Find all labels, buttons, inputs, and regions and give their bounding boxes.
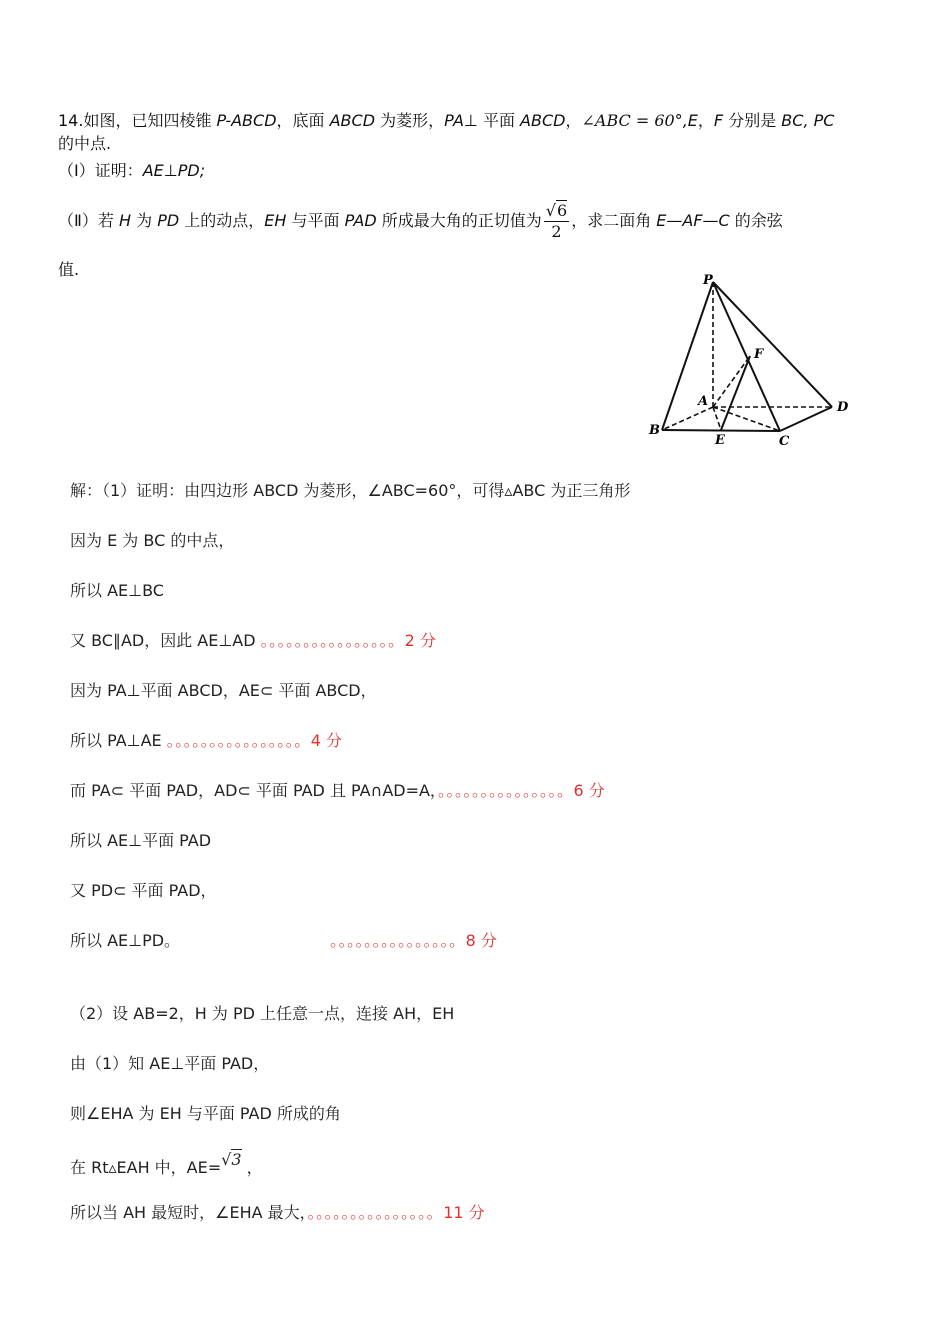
solution-line xyxy=(70,830,211,852)
label-F: F xyxy=(754,347,764,362)
solution-line xyxy=(70,530,234,552)
solution-line xyxy=(70,580,164,602)
score-dots: 。。。。。。。。。。。。。。。 xyxy=(437,781,574,800)
problem-text: 分别是 xyxy=(723,111,782,130)
problem-part-1 xyxy=(58,160,205,182)
solution-text: 则∠EHA 为 EH 与平面 PAD 所成的角 xyxy=(70,1104,341,1123)
solution-line xyxy=(70,1103,341,1125)
problem-text: PD xyxy=(157,211,180,230)
problem-text: ABCD xyxy=(329,111,376,130)
solution-line xyxy=(70,480,630,502)
problem-text: ,E xyxy=(682,111,698,130)
solution-line xyxy=(70,930,497,952)
solution-text: 因为 E 为 BC 的中点， xyxy=(70,531,235,550)
problem-text: ⊥ 平面 xyxy=(463,111,521,130)
label-C: C xyxy=(779,434,790,449)
problem-text: ， xyxy=(697,111,714,130)
score-dots: 。。。。。。。。。。。。。。。。 xyxy=(166,731,311,750)
problem-text: 14.如图，已知四棱锥 xyxy=(58,111,217,130)
edge-PD xyxy=(713,282,832,407)
score-dots: 。。。。。。。。。。。。。。。。 xyxy=(260,631,405,650)
problem-text: 所成最大角的正切值为 xyxy=(376,211,542,230)
problem-text: ，求二面角 xyxy=(571,211,657,230)
problem-part-2-cont xyxy=(58,259,79,281)
label-A: A xyxy=(698,394,709,409)
solution-text: 所以 AE⊥BC xyxy=(70,581,164,600)
problem-text: F xyxy=(713,111,724,130)
problem-text: 为 xyxy=(131,211,158,230)
pyramid-figure xyxy=(640,268,860,458)
label-P: P xyxy=(703,273,713,288)
fraction-sqrt6-over-2: $\frac{√6}{2}$ xyxy=(545,201,568,241)
score-marker: 11 分 xyxy=(443,1203,485,1222)
segment-AF xyxy=(713,356,750,407)
problem-text: 为菱形， xyxy=(375,111,445,130)
edge-CD xyxy=(780,407,832,431)
solution-text: （2）设 AB=2，H 为 PD 上任意一点，连接 AH，EH xyxy=(70,1004,455,1023)
solution-line xyxy=(70,1150,263,1179)
problem-text: 的中点. xyxy=(58,134,112,153)
solution-line xyxy=(70,880,217,902)
label-B: B xyxy=(649,423,660,438)
score-marker: 8 分 xyxy=(465,931,497,950)
edge-PC xyxy=(713,282,780,431)
fraction-denominator: 2 xyxy=(551,222,562,241)
sqrt-radicand: 3 xyxy=(231,1150,242,1169)
fraction-numerator: 6 xyxy=(557,201,568,220)
solution-line xyxy=(70,1053,269,1075)
solution-text: 又 PD⊂ 平面 PAD， xyxy=(70,881,217,900)
problem-text: 上的动点， xyxy=(179,211,265,230)
solution-line xyxy=(70,680,377,702)
problem-text: BC, PC xyxy=(781,111,835,130)
solution-text: 因为 PA⊥平面 ABCD，AE⊂ 平面 ABCD， xyxy=(70,681,377,700)
problem-text: PA xyxy=(444,111,464,130)
problem-text: （Ⅰ）证明： xyxy=(58,161,143,180)
problem-text: AE xyxy=(142,161,164,180)
score-marker: 4 分 xyxy=(310,731,343,750)
label-D: D xyxy=(837,400,849,415)
solution-text: 所以当 AH 最短时，∠EHA 最大， xyxy=(70,1203,308,1222)
problem-text: 与平面 xyxy=(286,211,345,230)
solution-line xyxy=(70,630,436,652)
solution-text: 所以 PA⊥AE xyxy=(70,731,167,750)
problem-text: E—AF—C xyxy=(656,211,730,230)
problem-text: ABCD xyxy=(520,111,566,130)
solution-text: 解：（1）证明：由四边形 ABCD 为菱形，∠ABC=60°，可得▵ABC 为正三角形 xyxy=(70,481,631,500)
solution-text: 又 BC∥AD，因此 AE⊥AD xyxy=(70,631,261,650)
solution-text: ， xyxy=(241,1158,263,1177)
problem-text: H xyxy=(118,211,131,230)
problem-text: P-ABCD xyxy=(216,111,277,130)
problem-text: ⊥ xyxy=(163,161,178,180)
problem-text: PAD xyxy=(344,211,377,230)
problem-text: PD; xyxy=(177,161,206,180)
angle-expression: ∠ABC = 60° xyxy=(581,111,683,130)
solution-line xyxy=(70,730,342,752)
score-marker: 2 分 xyxy=(404,631,436,650)
solution-text: 由（1）知 AE⊥平面 PAD， xyxy=(70,1054,270,1073)
solution-text: 而 PA⊂ 平面 PAD，AD⊂ 平面 PAD 且 PA∩AD=A， xyxy=(70,781,438,800)
score-dots: 。。。。。。。。。。。。。。。 xyxy=(330,931,466,950)
label-E: E xyxy=(715,433,725,448)
problem-text: ，底面 xyxy=(276,111,330,130)
solution-line xyxy=(70,1202,485,1224)
problem-part-2 xyxy=(58,196,783,246)
problem-text: EH xyxy=(264,211,287,230)
solution-line xyxy=(70,1003,454,1025)
problem-line-1 xyxy=(58,110,834,132)
problem-text: ， xyxy=(565,111,582,130)
solution-text: 在 Rt▵EAH 中，AE= xyxy=(70,1158,222,1177)
segment-AE xyxy=(713,407,721,430)
edge-BC xyxy=(662,430,780,431)
problem-text: （Ⅱ）若 xyxy=(58,211,119,230)
solution-line xyxy=(70,780,605,802)
solution-text: 所以 AE⊥PD。 xyxy=(70,931,181,950)
problem-text: 的余弦 xyxy=(729,211,783,230)
score-marker: 6 分 xyxy=(573,781,605,800)
solution-text: 所以 AE⊥平面 PAD xyxy=(70,831,212,850)
problem-text: 值. xyxy=(58,260,80,279)
score-dots: 。。。。。。。。。。。。。。。 xyxy=(307,1203,444,1222)
problem-line-2 xyxy=(58,133,111,155)
sqrt-3: √3 xyxy=(221,1150,242,1169)
